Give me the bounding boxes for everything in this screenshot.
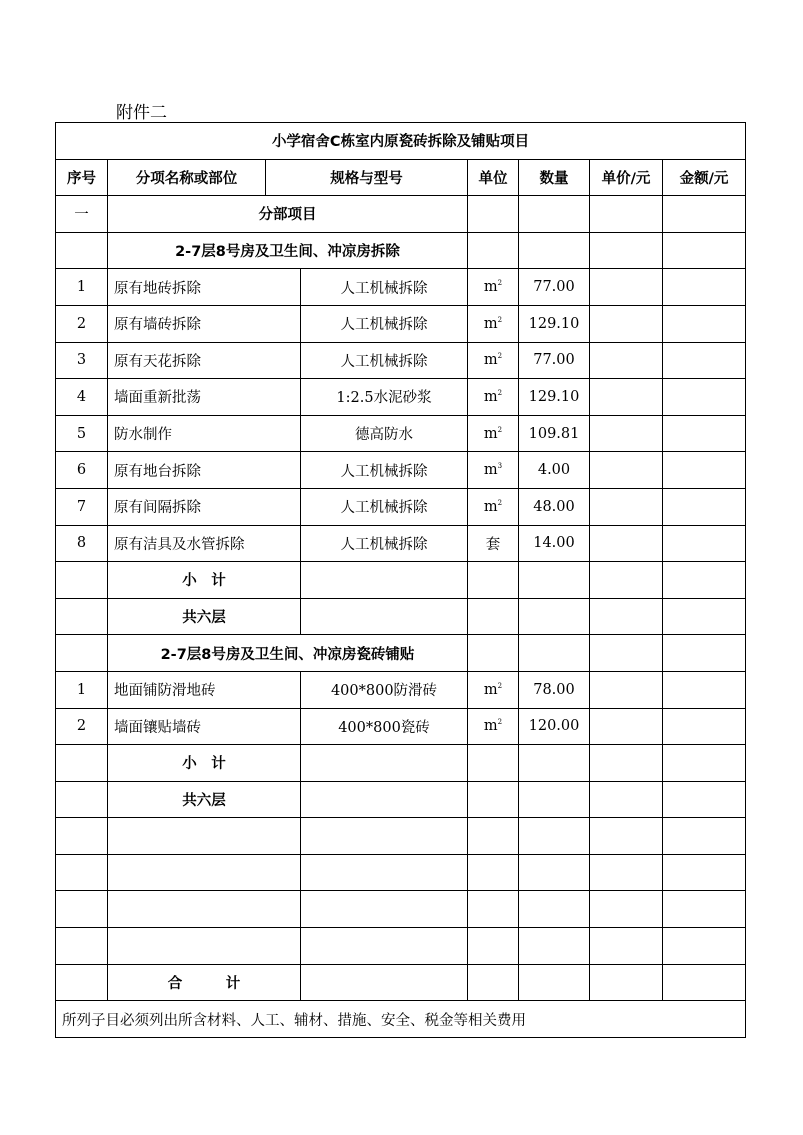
empty-cell xyxy=(663,964,746,1001)
empty-cell xyxy=(663,379,746,416)
empty-cell xyxy=(301,818,468,855)
unit-base: m xyxy=(483,718,498,735)
empty-cell xyxy=(663,269,746,306)
table-row xyxy=(56,379,746,416)
empty-cell xyxy=(108,818,301,855)
empty-cell xyxy=(301,562,468,599)
section-name: 分部项目 xyxy=(108,196,468,233)
row-item: 原有间隔拆除 xyxy=(108,488,301,525)
empty-cell xyxy=(663,671,746,708)
empty-cell xyxy=(663,305,746,342)
empty-cell xyxy=(301,964,468,1001)
row-item: 墙面重新批荡 xyxy=(108,379,301,416)
header-item: 分项名称或部位 xyxy=(108,159,266,196)
six-floors-label: 共六层 xyxy=(108,598,301,635)
row-item: 原有地台拆除 xyxy=(108,452,301,489)
row-no: 3 xyxy=(56,342,108,379)
empty-cell xyxy=(301,928,468,965)
footnote: 所列子目必须列出所含材料、人工、辅材、措施、安全、税金等相关费用 xyxy=(56,1001,746,1038)
row-item: 原有地砖拆除 xyxy=(108,269,301,306)
empty-cell xyxy=(468,232,519,269)
row-unit xyxy=(468,671,519,708)
blank-row xyxy=(56,891,746,928)
empty-cell xyxy=(519,818,590,855)
empty-cell xyxy=(663,488,746,525)
empty-cell xyxy=(590,305,663,342)
total-label: 合 计 xyxy=(108,964,301,1001)
row-unit xyxy=(468,305,519,342)
subtotal-label: 小 计 xyxy=(108,562,301,599)
project-table xyxy=(55,122,746,1038)
empty-cell xyxy=(590,196,663,233)
empty-cell xyxy=(590,891,663,928)
blank-row xyxy=(56,818,746,855)
empty-cell xyxy=(663,525,746,562)
empty-cell xyxy=(468,964,519,1001)
empty-cell xyxy=(468,818,519,855)
unit-exponent: 3 xyxy=(497,462,503,471)
empty-cell xyxy=(108,928,301,965)
row-unit xyxy=(468,488,519,525)
empty-cell xyxy=(590,671,663,708)
row-qty: 129.10 xyxy=(519,305,590,342)
unit-base: m xyxy=(483,352,498,369)
empty-cell xyxy=(301,781,468,818)
empty-cell xyxy=(590,488,663,525)
empty-cell xyxy=(590,745,663,782)
empty-cell xyxy=(590,598,663,635)
empty-cell xyxy=(301,891,468,928)
unit-base: m xyxy=(483,425,498,442)
row-qty: 77.00 xyxy=(519,269,590,306)
subtotal-label: 小 计 xyxy=(108,745,301,782)
empty-cell xyxy=(663,818,746,855)
empty-cell xyxy=(56,745,108,782)
empty-cell xyxy=(590,708,663,745)
unit-exponent: 2 xyxy=(497,315,503,324)
group-title: 2-7层8号房及卫生间、冲凉房瓷砖铺贴 xyxy=(108,635,468,672)
empty-cell xyxy=(663,635,746,672)
attachment-label: 附件二 xyxy=(116,103,167,123)
header-unit: 单位 xyxy=(468,159,519,196)
table-row xyxy=(56,305,746,342)
unit-exponent: 2 xyxy=(497,352,503,361)
group-title: 2-7层8号房及卫生间、冲凉房拆除 xyxy=(108,232,468,269)
unit-exponent: 2 xyxy=(497,498,503,507)
six-floors-row xyxy=(56,781,746,818)
table-row xyxy=(56,488,746,525)
empty-cell xyxy=(108,854,301,891)
group-title-row xyxy=(56,635,746,672)
header-spec: 规格与型号 xyxy=(266,159,468,196)
empty-cell xyxy=(519,964,590,1001)
row-spec: 人工机械拆除 xyxy=(301,342,468,379)
empty-cell xyxy=(590,818,663,855)
empty-cell xyxy=(590,635,663,672)
empty-cell xyxy=(590,928,663,965)
row-spec: 人工机械拆除 xyxy=(301,452,468,489)
row-no: 5 xyxy=(56,415,108,452)
row-spec: 人工机械拆除 xyxy=(301,488,468,525)
row-unit xyxy=(468,269,519,306)
row-qty: 14.00 xyxy=(519,525,590,562)
unit-base: m xyxy=(483,315,498,332)
row-spec: 400*800防滑砖 xyxy=(301,671,468,708)
row-no: 6 xyxy=(56,452,108,489)
row-qty: 4.00 xyxy=(519,452,590,489)
table-row xyxy=(56,671,746,708)
empty-cell xyxy=(519,562,590,599)
empty-cell xyxy=(468,854,519,891)
empty-cell xyxy=(108,891,301,928)
row-no: 4 xyxy=(56,379,108,416)
section-row xyxy=(56,196,746,233)
empty-cell xyxy=(590,269,663,306)
row-unit xyxy=(468,342,519,379)
row-item: 防水制作 xyxy=(108,415,301,452)
row-qty: 129.10 xyxy=(519,379,590,416)
empty-cell xyxy=(663,232,746,269)
empty-cell xyxy=(468,745,519,782)
empty-cell xyxy=(590,415,663,452)
empty-cell xyxy=(519,635,590,672)
empty-cell xyxy=(663,891,746,928)
empty-cell xyxy=(301,745,468,782)
table-row xyxy=(56,342,746,379)
empty-cell xyxy=(468,928,519,965)
row-item: 地面铺防滑地砖 xyxy=(108,671,301,708)
unit-base: m xyxy=(483,498,498,515)
empty-cell xyxy=(56,928,108,965)
row-spec: 1:2.5水泥砂浆 xyxy=(301,379,468,416)
empty-cell xyxy=(590,562,663,599)
header-amount: 金额/元 xyxy=(663,159,746,196)
unit-exponent: 2 xyxy=(497,279,503,288)
row-no: 8 xyxy=(56,525,108,562)
row-item: 原有墙砖拆除 xyxy=(108,305,301,342)
unit-exponent: 2 xyxy=(497,718,503,727)
header-row xyxy=(56,159,746,196)
empty-cell xyxy=(519,598,590,635)
unit-base: m xyxy=(483,388,498,405)
table-row xyxy=(56,415,746,452)
unit-base: 套 xyxy=(485,536,501,553)
row-no: 1 xyxy=(56,671,108,708)
row-qty: 120.00 xyxy=(519,708,590,745)
empty-cell xyxy=(468,562,519,599)
empty-cell xyxy=(468,598,519,635)
empty-cell xyxy=(301,854,468,891)
empty-cell xyxy=(590,379,663,416)
unit-exponent: 2 xyxy=(497,389,503,398)
empty-cell xyxy=(56,818,108,855)
empty-cell xyxy=(301,598,468,635)
empty-cell xyxy=(519,891,590,928)
unit-base: m xyxy=(483,681,498,698)
blank-row xyxy=(56,928,746,965)
empty-cell xyxy=(590,964,663,1001)
empty-cell xyxy=(590,232,663,269)
row-unit xyxy=(468,708,519,745)
row-item: 原有洁具及水管拆除 xyxy=(108,525,301,562)
empty-cell xyxy=(519,232,590,269)
row-spec: 400*800瓷砖 xyxy=(301,708,468,745)
empty-cell xyxy=(56,964,108,1001)
empty-cell xyxy=(519,196,590,233)
empty-cell xyxy=(663,598,746,635)
row-unit xyxy=(468,452,519,489)
empty-cell xyxy=(590,452,663,489)
empty-cell xyxy=(468,891,519,928)
row-unit xyxy=(468,379,519,416)
empty-cell xyxy=(468,635,519,672)
empty-cell xyxy=(468,196,519,233)
unit-exponent: 2 xyxy=(497,425,503,434)
table-row xyxy=(56,525,746,562)
title-row xyxy=(56,123,746,160)
group-title-row xyxy=(56,232,746,269)
empty-cell xyxy=(519,928,590,965)
empty-cell xyxy=(590,342,663,379)
blank-row xyxy=(56,854,746,891)
row-no: 2 xyxy=(56,305,108,342)
table-row xyxy=(56,452,746,489)
unit-base: m xyxy=(483,279,498,296)
row-no: 1 xyxy=(56,269,108,306)
six-floors-label: 共六层 xyxy=(108,781,301,818)
table-row xyxy=(56,269,746,306)
table-row xyxy=(56,708,746,745)
row-unit xyxy=(468,415,519,452)
empty-cell xyxy=(663,745,746,782)
row-no: 7 xyxy=(56,488,108,525)
empty-cell xyxy=(590,781,663,818)
empty-cell xyxy=(56,635,108,672)
empty-cell xyxy=(663,415,746,452)
header-no: 序号 xyxy=(56,159,108,196)
empty-cell xyxy=(519,854,590,891)
row-spec: 人工机械拆除 xyxy=(301,525,468,562)
empty-cell xyxy=(663,928,746,965)
row-spec: 人工机械拆除 xyxy=(301,269,468,306)
empty-cell xyxy=(468,781,519,818)
row-qty: 109.81 xyxy=(519,415,590,452)
empty-cell xyxy=(56,562,108,599)
row-spec: 人工机械拆除 xyxy=(301,305,468,342)
empty-cell xyxy=(519,745,590,782)
empty-cell xyxy=(56,232,108,269)
empty-cell xyxy=(56,891,108,928)
subtotal-row xyxy=(56,745,746,782)
row-qty: 78.00 xyxy=(519,671,590,708)
row-item: 原有天花拆除 xyxy=(108,342,301,379)
row-item: 墙面镶贴墙砖 xyxy=(108,708,301,745)
header-qty: 数量 xyxy=(519,159,590,196)
section-no: 一 xyxy=(56,196,108,233)
row-no: 2 xyxy=(56,708,108,745)
row-spec: 德高防水 xyxy=(301,415,468,452)
empty-cell xyxy=(663,562,746,599)
empty-cell xyxy=(663,452,746,489)
unit-exponent: 2 xyxy=(497,681,503,690)
empty-cell xyxy=(590,525,663,562)
empty-cell xyxy=(519,781,590,818)
note-row xyxy=(56,1001,746,1038)
header-price: 单价/元 xyxy=(590,159,663,196)
empty-cell xyxy=(56,781,108,818)
empty-cell xyxy=(590,854,663,891)
empty-cell xyxy=(56,854,108,891)
total-row xyxy=(56,964,746,1001)
empty-cell xyxy=(56,598,108,635)
table-title: 小学宿舍C栋室内原瓷砖拆除及铺贴项目 xyxy=(56,123,746,160)
row-qty: 48.00 xyxy=(519,488,590,525)
empty-cell xyxy=(663,342,746,379)
empty-cell xyxy=(663,196,746,233)
row-qty: 77.00 xyxy=(519,342,590,379)
empty-cell xyxy=(663,781,746,818)
six-floors-row xyxy=(56,598,746,635)
empty-cell xyxy=(663,708,746,745)
unit-base: m xyxy=(483,462,498,479)
empty-cell xyxy=(663,854,746,891)
subtotal-row xyxy=(56,562,746,599)
row-unit xyxy=(468,525,519,562)
